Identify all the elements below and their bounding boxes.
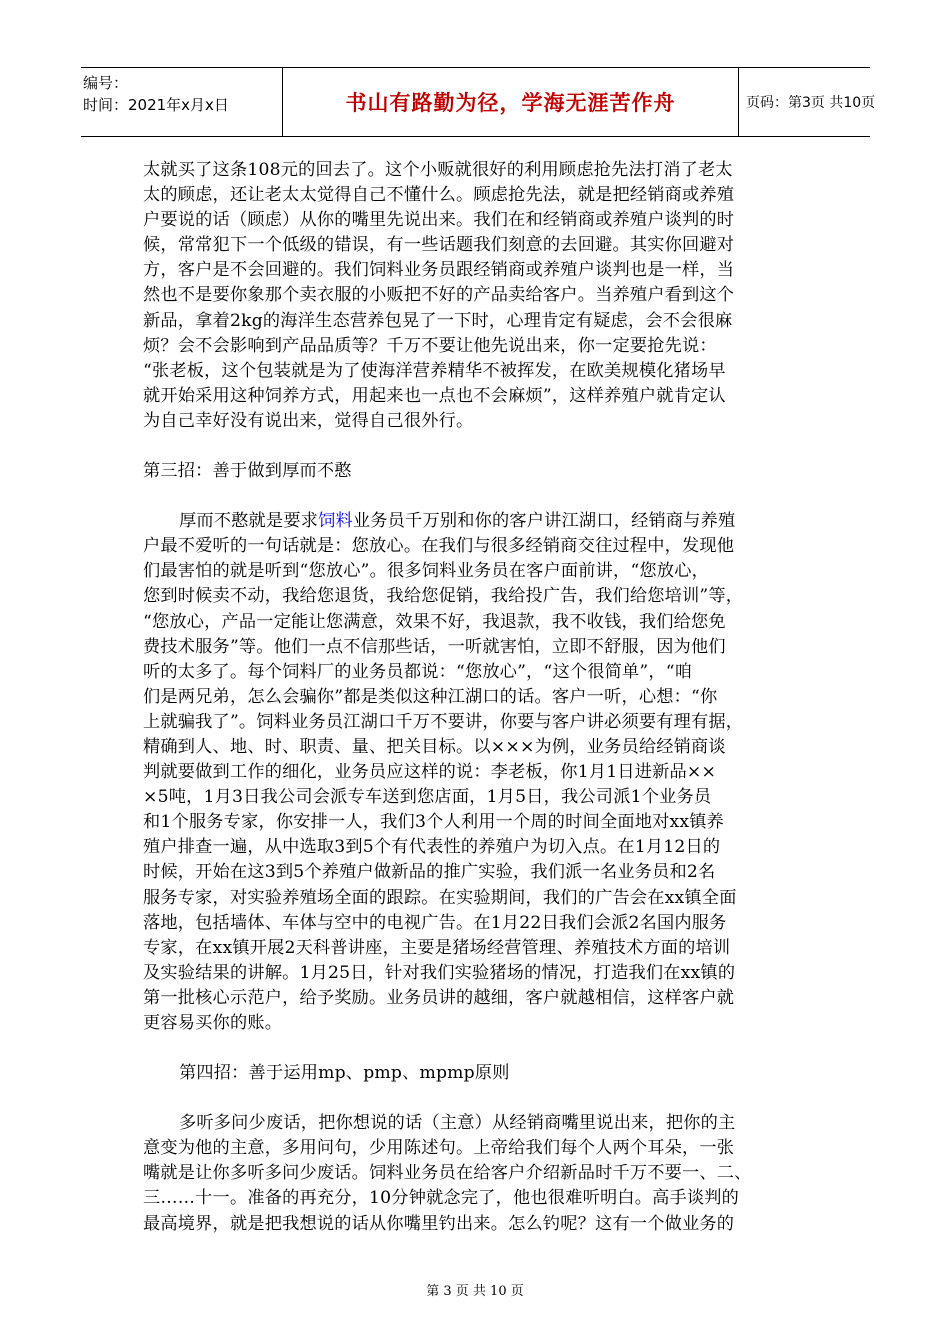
text-line: 及实验结果的讲解。1月25日，针对我们实验猪场的情况，打造我们在xx镇的: [143, 962, 736, 983]
text-line: 户最不爱听的一句话就是：您放心。在我们与很多经销商交往过程中，发现他: [143, 536, 735, 557]
text-line: “您放心，产品一定能让您满意，效果不好，我退款，我不收钱，我们给您免: [143, 611, 726, 632]
text-line: [143, 509, 805, 534]
text-line: 服务专家，对实验养殖场全面的跟踪。在实验期间，我们的广告会在xx镇全面: [143, 887, 737, 908]
page-header: [81, 67, 876, 137]
text-span: 厚而不憨就是要求: [179, 511, 319, 532]
section-heading-4: 第四招：善于运用mp、pmp、mpmp原则: [179, 1063, 510, 1084]
text-line: 最高境界，就是把我想说的话从你嘴里钓出来。怎么钓呢？这有一个做业务的: [143, 1213, 735, 1234]
paragraph-2: [143, 509, 805, 1036]
text-line: 为自己幸好没有说出来，觉得自己很外行。: [143, 410, 474, 431]
text-line: 就开始采用这种饲养方式，用起来也一点也不会麻烦”，这样养殖户就肯定认: [143, 385, 726, 406]
text-line: 户要说的话（顾虑）从你的嘴里先说出来。我们在和经销商或养殖户谈判的时: [143, 210, 735, 231]
text-line: 第一批核心示范户，给予奖励。业务员讲的越细，客户就越相信，这样客户就: [143, 987, 735, 1008]
header-motto-cell: [282, 68, 739, 136]
section-heading-3: 第三招：善于做到厚而不憨: [143, 461, 352, 482]
text-line: 多听多问少废话，把你想说的话（主意）从经销商嘴里说出来，把你的主: [179, 1113, 736, 1134]
text-line: 殖户排查一遍，从中选取3到5个有代表性的养殖户为切入点。在1月12日的: [143, 837, 721, 858]
text-line: 听的太多了。每个饲料厂的业务员都说：“您放心”，“这个很简单”，“咱: [143, 661, 693, 682]
text-line: 候，常常犯下一个低级的错误，有一些话题我们刻意的去回避。其实你回避对: [143, 235, 735, 256]
header-meta: [81, 68, 282, 140]
paragraph-3: [143, 1111, 805, 1236]
text-line: 您到时候卖不动，我给您退货，我给您促销，我给投广告，我们给您培训”等，: [143, 586, 744, 607]
header-motto: 书山有路勤为径，学海无涯苦作舟: [345, 91, 676, 115]
document-number-label: 编号：: [83, 74, 129, 92]
text-line: 三……十一。准备的再充分，10分钟就念完了，他也很难听明白。高手谈判的: [143, 1188, 740, 1209]
text-line: 烦？会不会影响到产品品质等？千万不要让他先说出来，你一定要抢先说：: [143, 335, 717, 356]
document-body: [143, 158, 805, 1237]
text-line: 然也不是要你象那个卖衣服的小贩把不好的产品卖给客户。当养殖户看到这个: [143, 285, 735, 306]
text-line: 嘴就是让你多听多问少废话。饲料业务员在给客户介绍新品时千万不要一、二、: [143, 1163, 752, 1184]
text-line: 们是两兄弟，怎么会骗你”都是类似这种江湖口的话。客户一听，心想：“你: [143, 686, 718, 707]
text-line: 专家，在xx镇开展2天科普讲座，主要是猪场经营管理、养殖技术方面的培训: [143, 937, 731, 958]
paragraph-1: [143, 158, 805, 434]
text-line: 判就要做到工作的细化，业务员应这样的说：李老板，你1月1日进新品××: [143, 762, 717, 783]
document-date-label: 时间：2021年x月x日: [83, 96, 229, 114]
text-line: 方，客户是不会回避的。我们饲料业务员跟经销商或养殖户谈判也是一样，当: [143, 260, 735, 281]
text-line: 上就骗我了”。饲料业务员江湖口千万不要讲，你要与客户讲必须要有理有据，: [143, 711, 744, 732]
header-page-info: 页码：第3页 共10页: [746, 95, 876, 111]
text-line: 太的顾虑，还让老太太觉得自己不懂什么。顾虑抢先法，就是把经销商或养殖: [143, 185, 735, 206]
text-line: 时候，开始在这3到5个养殖户做新品的推广实验，我们派一名业务员和2名: [143, 862, 716, 883]
text-line: 们最害怕的就是听到“您放心”。很多饲料业务员在客户面前讲，“您放心，: [143, 561, 709, 582]
page-footer: 第 3 页 共 10 页: [426, 1284, 524, 1299]
text-line: “张老板，这个包装就是为了使海洋营养精华不被挥发，在欧美规模化猪场早: [143, 360, 726, 381]
text-line: 太就买了这条108元的回去了。这个小贩就很好的利用顾虑抢先法打消了老太: [143, 160, 733, 180]
feed-link[interactable]: 饲料: [318, 511, 353, 532]
text-line: 和1个服务专家，你安排一人，我们3个人利用一个周的时间全面地对xx镇养: [143, 812, 725, 833]
text-line: 精确到人、地、时、职责、量、把关目标。以×××为例，业务员给经销商谈: [143, 736, 726, 757]
text-span: 业务员千万别和你的客户讲江湖口，经销商与养殖: [352, 511, 736, 532]
text-line: 费技术服务”等。他们一点不信那些话，一听就害怕，立即不舒服，因为他们: [143, 636, 726, 657]
text-line: 意变为他的主意，多用问句，少用陈述句。上帝给我们每个人两个耳朵，一张: [143, 1138, 735, 1159]
text-line: 更容易买你的账。: [143, 1013, 283, 1033]
text-line: ×5吨，1月3日我公司会派专车送到您店面，1月5日，我公司派1个业务员: [143, 787, 712, 808]
text-line: 落地，包括墙体、车体与空中的电视广告。在1月22日我们会派2名国内服务: [143, 912, 727, 933]
text-line: 新品，拿着2kg的海洋生态营养包晃了一下时，心理肯定有疑虑，会不会很麻: [143, 310, 733, 331]
